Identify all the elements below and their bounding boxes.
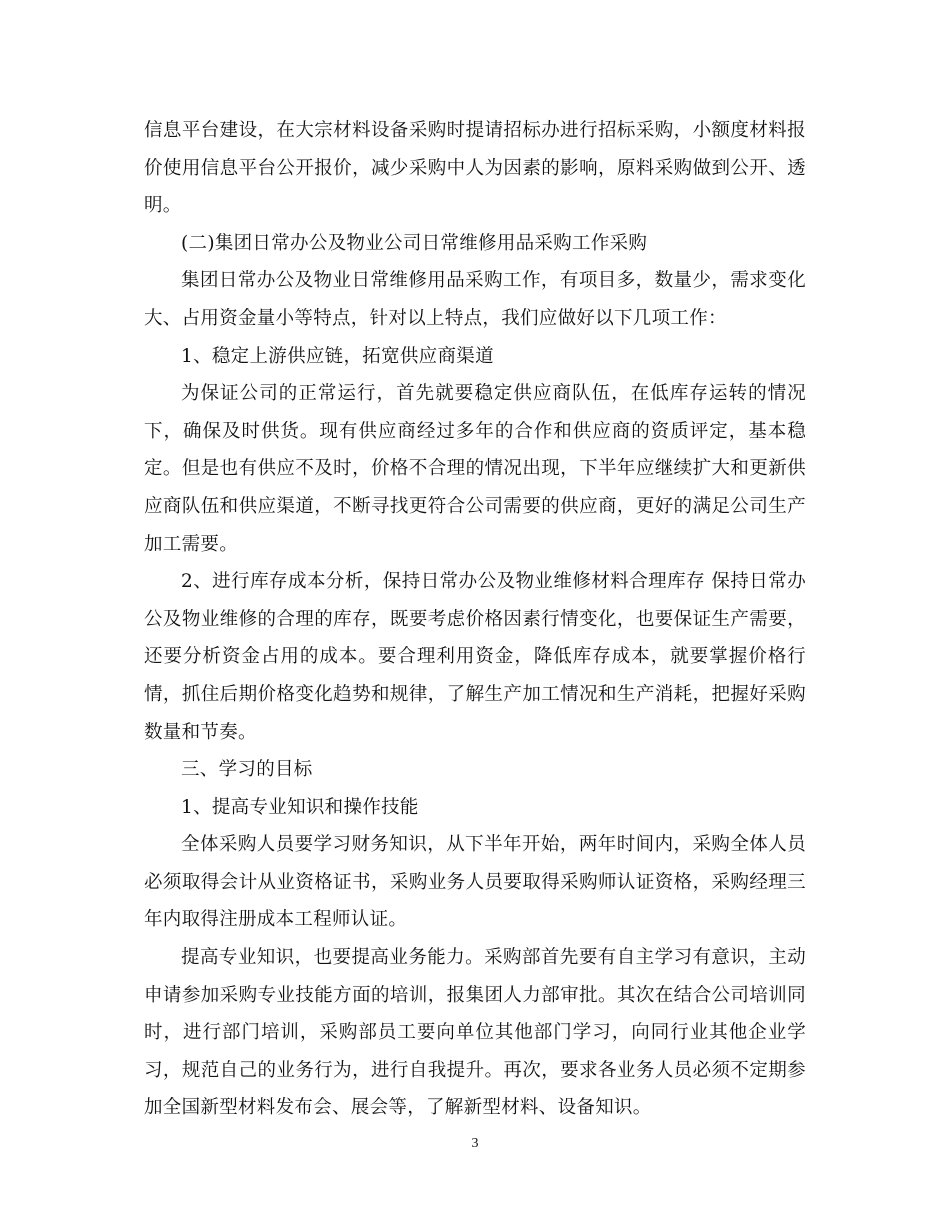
paragraph-section-two-intro: 集团日常办公及物业日常维修用品采购工作，有项目多，数量少，需求变化大、占用资金量小等特点，针对以上特点，我们应做好以下几项工作： — [144, 270, 806, 329]
paragraph-item-1-heading: 1、稳定上游供应链，拓宽供应商渠道 — [181, 345, 494, 367]
paragraph-item-1-body: 为保证公司的正常运行，首先就要稳定供应商队伍，在低库存运转的情况下，确保及时供货。现有供应商经过多年的合作和供应商的资质评定，基本稳定。但是也有供应不及时，价格不合理的情况出现，下半年应继续扩大和更新供应商队伍和供应渠道，不断寻找更符合公司需要的供应商，更好的满足公司生产加工需要。 — [144, 383, 806, 555]
paragraph-section-two-heading: (二)集团日常办公及物业公司日常维修用品采购工作采购 — [181, 232, 648, 254]
paragraph-item-2: 2、进行库存成本分析，保持日常办公及物业维修材料合理库存 保持日常办公及物业维修的合理的库存，既要考虑价格因素行情变化，也要保证生产需要，还要分析资金占用的成本。要合理利用资金，降低库存成本，就要掌握价格行情，抓住后期价格变化趋势和规律，了解生产加工情况和生产消耗，把握好采购数量和节奏。 — [144, 571, 806, 743]
paragraph-section-three-heading: 三、学习的目标 — [181, 759, 313, 781]
paragraph-learning-item-1-heading: 1、提高专业知识和操作技能 — [181, 796, 419, 818]
document-body — [144, 112, 806, 1127]
paragraph-learning-item-1-body: 全体采购人员要学习财务知识，从下半年开始，两年时间内，采购全体人员必须取得会计从业资格证书，采购业务人员要取得采购师认证资格，采购经理三年内取得注册成本工程师认证。 — [144, 834, 806, 931]
page-number: 3 — [471, 1136, 479, 1151]
paragraph-business-ability: 提高专业知识，也要提高业务能力。采购部首先要有自主学习有意识，主动申请参加采购专业技能方面的培训，报集团人力部审批。其次在结合公司培训同时，进行部门培训，采购部员工要向单位其他部门学习，向同行业其他企业学习，规范自己的业务行为，进行自我提升。再次，要求各业务人员必须不定期参加全国新型材料发布会、展会等，了解新型材料、设备知识。 — [144, 947, 806, 1119]
paragraph-platform-continuation: 信息平台建设，在大宗材料设备采购时提请招标办进行招标采购，小额度材料报价使用信息平台公开报价，减少采购中人为因素的影响，原料采购做到公开、透明。 — [144, 120, 806, 217]
